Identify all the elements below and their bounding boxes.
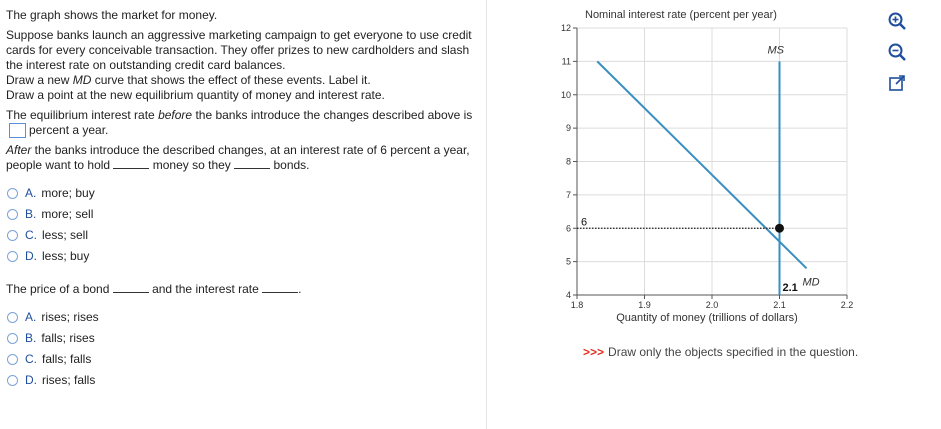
equilibrium-x-label: 2.1 <box>782 282 798 294</box>
option-letter: B. <box>25 331 37 346</box>
after-question: After the banks introduce the described changes, at an interest rate of 6 percent a year, people want to hold money so they bonds. <box>6 143 470 173</box>
radio-button[interactable] <box>7 251 18 262</box>
chart-svg[interactable] <box>487 0 887 340</box>
option-letter: C. <box>25 228 37 243</box>
radio-button[interactable] <box>7 209 18 220</box>
ms-label: MS <box>767 44 784 57</box>
option-text: rises; rises <box>41 310 99 325</box>
y-tick-label: 10 <box>560 89 571 100</box>
q1-option-a[interactable] <box>6 183 484 204</box>
option-text: more; buy <box>41 186 95 201</box>
option-text: less; buy <box>42 249 90 264</box>
q2-option-b[interactable] <box>6 328 484 349</box>
y-tick-label: 9 <box>565 123 571 134</box>
q2-option-a[interactable] <box>6 307 484 328</box>
option-text: less; sell <box>42 228 89 243</box>
zoom-in-button[interactable] <box>884 8 910 34</box>
equilibrium-point <box>775 224 784 233</box>
x-axis-title: Quantity of money (trillions of dollars) <box>616 312 798 324</box>
question-paragraph: Suppose banks launch an aggressive marketing campaign to get everyone to use credit cards for every conceivable transaction. They offer prizes to new cardholders and slash the interest rate on outstanding credit card balances. <box>6 28 472 72</box>
radio-button[interactable] <box>7 312 18 323</box>
x-tick-label: 2.2 <box>840 300 854 310</box>
q1-option-c[interactable] <box>6 225 484 246</box>
question-intro: The graph shows the market for money. <box>6 8 218 22</box>
question-panel <box>6 8 484 391</box>
zoom-out-icon <box>887 42 907 62</box>
graph-tools <box>884 8 914 101</box>
zoom-out-button[interactable] <box>884 39 910 65</box>
instruction-footnote <box>583 345 858 359</box>
option-letter: C. <box>25 352 37 367</box>
price-question: The price of a bond and the interest rate . <box>6 282 302 297</box>
popout-icon <box>887 73 907 93</box>
blank-2 <box>234 158 270 169</box>
x-tick-label: 1.8 <box>570 300 584 310</box>
radio-button[interactable] <box>7 375 18 386</box>
radio-button[interactable] <box>7 230 18 241</box>
option-letter: A. <box>25 186 37 201</box>
y-tick-label: 8 <box>565 156 571 167</box>
chart-title: Nominal interest rate (percent per year) <box>585 9 777 21</box>
option-text: rises; falls <box>42 373 96 388</box>
equilibrium-y-label: 6 <box>581 216 588 229</box>
y-tick-label: 5 <box>565 256 571 267</box>
option-letter: B. <box>25 207 37 222</box>
option-letter: D. <box>25 373 37 388</box>
radio-button[interactable] <box>7 354 18 365</box>
q1-option-d[interactable] <box>6 246 484 267</box>
md-curve <box>597 61 806 268</box>
y-tick-label: 6 <box>565 223 571 234</box>
option-text: falls; falls <box>42 352 92 367</box>
option-text: falls; rises <box>41 331 95 346</box>
q2-option-d[interactable] <box>6 370 484 391</box>
option-letter: A. <box>25 310 37 325</box>
x-tick-label: 2.1 <box>773 300 786 310</box>
draw-point-instruction: Draw a point at the new equilibrium quantity of money and interest rate. <box>6 88 385 102</box>
options-group-2 <box>6 307 484 391</box>
footnote-arrows: >>> <box>583 345 605 359</box>
footnote-text: Draw only the objects specified in the question. <box>608 345 859 359</box>
popout-button[interactable] <box>884 70 910 96</box>
zoom-in-icon <box>887 11 907 31</box>
blank-3 <box>113 282 149 293</box>
draw-md-instruction: Draw a new MD curve that shows the effect of these events. Label it. <box>6 73 371 87</box>
x-tick-label: 2.0 <box>705 300 719 310</box>
radio-button[interactable] <box>7 333 18 344</box>
y-tick-label: 7 <box>565 189 571 200</box>
blank-1 <box>113 158 149 169</box>
radio-button[interactable] <box>7 188 18 199</box>
md-label: MD <box>802 276 820 289</box>
option-letter: D. <box>25 249 37 264</box>
money-market-graph[interactable] <box>487 0 887 340</box>
option-text: more; sell <box>41 207 94 222</box>
blank-4 <box>262 282 298 293</box>
y-tick-label: 11 <box>561 56 571 67</box>
x-tick-label: 1.9 <box>638 300 651 310</box>
options-group-1 <box>6 183 484 267</box>
q1-option-b[interactable] <box>6 204 484 225</box>
equilibrium-question: The equilibrium interest rate before the banks introduce the changes described above is percent a year. <box>6 108 473 137</box>
y-tick-label: 4 <box>565 290 571 300</box>
y-tick-label: 12 <box>560 23 571 33</box>
interest-rate-answer-input[interactable] <box>9 123 26 138</box>
q2-option-c[interactable] <box>6 349 484 370</box>
